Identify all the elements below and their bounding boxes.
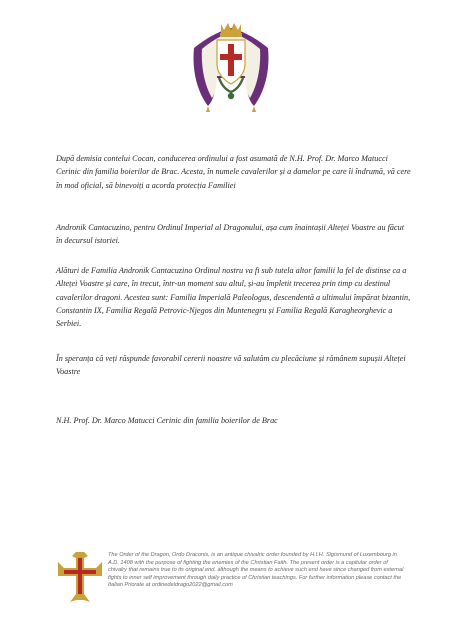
paragraph-1: După demisia contelui Cocan, conducerea ordinului a fost asumată de N.H. Prof. Dr. Marco Matucci Cerinic din familia boierilor de Brac. Acesta, în numele cavalerilor și a damelor pe care îi îndrumă, vă cere în mod oficial, să binevoiți a acorda protecția Familiei <box>56 154 411 190</box>
paragraph-4: În speranța că veți răspunde favorabil cererii noastre vă salutăm cu plecăciune și rămânem supușii Alteței Voastre <box>56 354 406 377</box>
paragraph-3: Alături de Familia Andronik Cantacuzino Ordinul nostru va fi sub tutela altor familii la fel de distinse ca a Alteței Voastre și care, în trecut, într-un moment sau altul, și-au împletit trecerea prin timp cu destinul cavalerilor dragoni. Acestea sunt: Familia Imperială Paleologus, descendentă a ultimului împărat bizantin, Constantin IX, Familia Regală Petrovic-Njegos din Muntenegru și Familia Regală Karagheorghevic a Serbiei. <box>56 266 411 329</box>
dragon-cross-icon <box>56 550 104 602</box>
paragraph-2: Andronik Cantacuzino, pentru Ordinul Imperial al Dragonului, așa cum înaintașii Alteței Voastre au făcut în decursul istoriei. <box>56 223 405 246</box>
footer-note: The Order of the Dragon, Ordo Draconis, is an antique chivalric order founded by H.I.H. Sigismund of Luxembourg in A.D. 1408 with the purpose of fighting the enemies of the Christian Faith. The present order is a capitular order of chivalry that remains true to its original end, although the means to achieve such end have since changed from external fights to inner self improvement through daily practice of Christian teachings. For further information please contact the Italian Priorate at ordinedeldrago2022@gmail.com <box>108 552 404 589</box>
signature-line: N.H. Prof. Dr. Marco Matucci Cerinic din familia boierilor de Brac <box>56 416 278 425</box>
heraldic-crest-icon <box>186 18 276 114</box>
